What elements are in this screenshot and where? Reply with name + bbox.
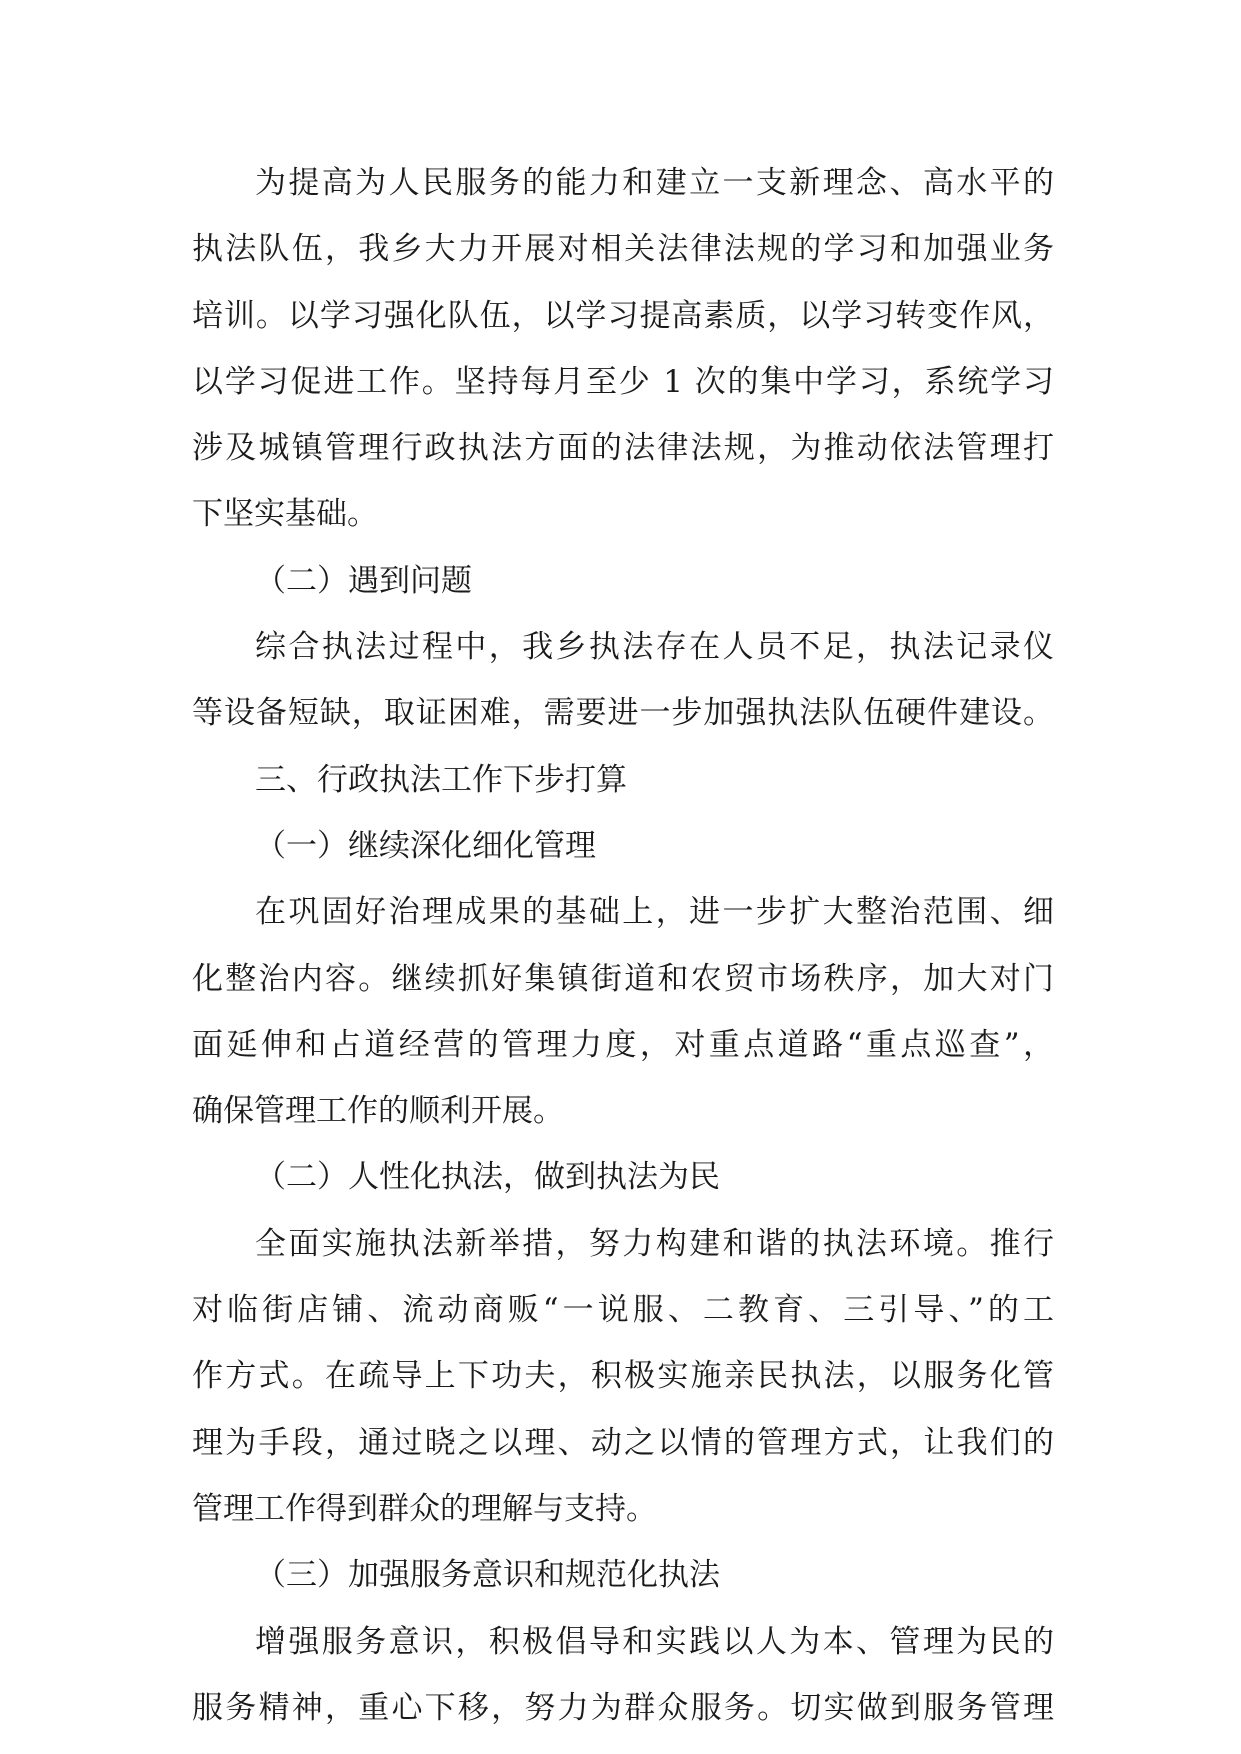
paragraph-line: 对临街店铺、流动商贩“一说服、二教育、三引导、”的工 (192, 1292, 1054, 1329)
paragraph-line: 面延伸和占道经营的管理力度，对重点道路“重点巡查”， (192, 1026, 1054, 1063)
paragraph-line: 理为手段，通过晓之以理、动之以情的管理方式，让我们的 (192, 1424, 1054, 1461)
paragraph-line: 综合执法过程中，我乡执法存在人员不足，执法记录仪 (255, 629, 1054, 666)
paragraph-line: 管理工作得到群众的理解与支持。 (192, 1490, 657, 1527)
paragraph-line: 化整治内容。继续抓好集镇街道和农贸市场秩序，加大对门 (192, 960, 1054, 997)
paragraph-line: 执法队伍，我乡大力开展对相关法律法规的学习和加强业务 (192, 231, 1054, 268)
paragraph-line: 确保管理工作的顺利开展。 (192, 1093, 564, 1130)
paragraph-line: 涉及城镇管理行政执法方面的法律法规，为推动依法管理打 (192, 430, 1054, 467)
paragraph-line: 下坚实基础。 (192, 496, 378, 533)
section-heading: （一）继续深化细化管理 (255, 827, 596, 864)
paragraph-line: 增强服务意识，积极倡导和实践以人为本、管理为民的 (255, 1623, 1054, 1660)
paragraph-line: 服务精神，重心下移，努力为群众服务。切实做到服务管理 (192, 1689, 1054, 1726)
section-heading: （二）人性化执法，做到执法为民 (255, 1159, 720, 1196)
document-body (192, 158, 1054, 1749)
paragraph-line: 在巩固好治理成果的基础上，进一步扩大整治范围、细 (255, 894, 1054, 931)
paragraph-line: 为提高为人民服务的能力和建立一支新理念、高水平的 (255, 165, 1054, 201)
paragraph-line: 等设备短缺，取证困难，需要进一步加强执法队伍硬件建设。 (192, 695, 1054, 732)
section-heading: （三）加强服务意识和规范化执法 (255, 1557, 720, 1594)
paragraph-line: 培训。以学习强化队伍，以学习提高素质，以学习转变作风， (192, 297, 1054, 334)
paragraph-line: 全面实施执法新举措，努力构建和谐的执法环境。推行 (255, 1225, 1054, 1262)
paragraph-line: 以学习促进工作。坚持每月至少 1 次的集中学习，系统学习 (192, 363, 1054, 400)
section-heading: 三、行政执法工作下步打算 (255, 761, 627, 798)
section-heading: （二）遇到问题 (255, 562, 472, 599)
paragraph-line: 作方式。在疏导上下功夫，积极实施亲民执法，以服务化管 (192, 1358, 1054, 1395)
